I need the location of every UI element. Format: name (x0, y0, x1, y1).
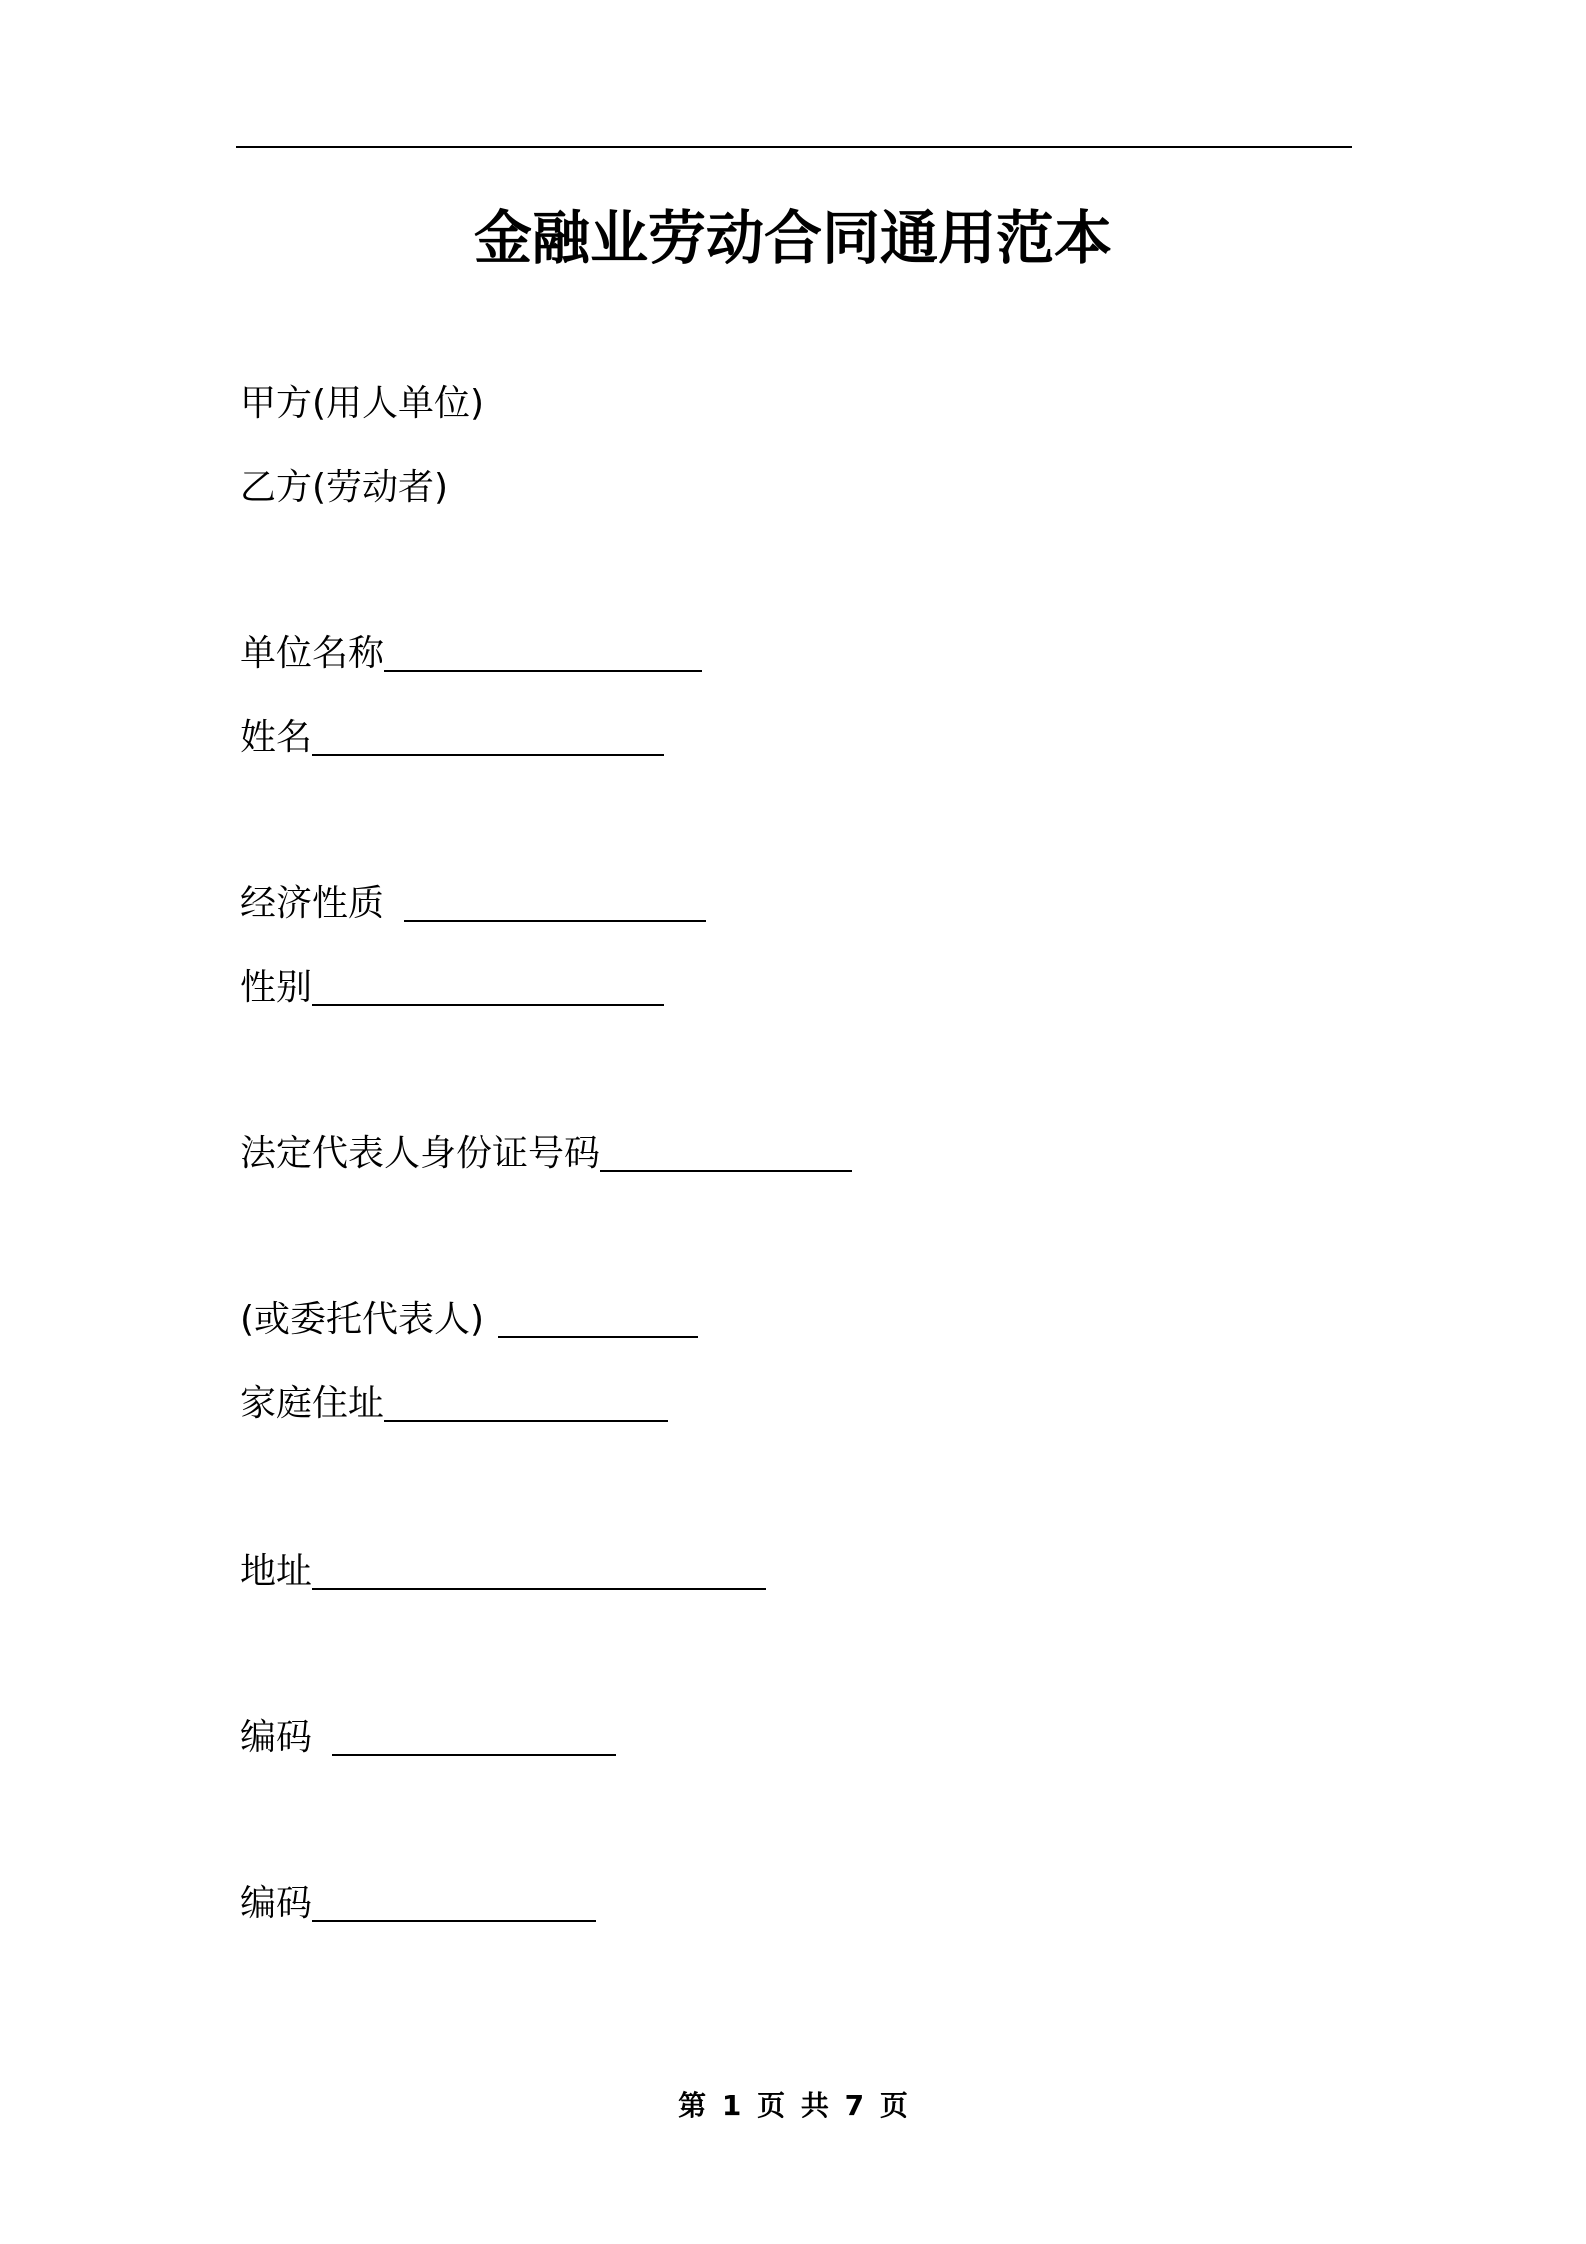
postal-code-label-1: 编码 (240, 1717, 313, 1758)
postal-code-field-1 (240, 1712, 616, 1762)
legal-rep-id-label: 法定代表人身份证号码 (240, 1133, 601, 1174)
economic-nature-label: 经济性质 (240, 883, 385, 924)
address-field (240, 1546, 766, 1596)
party-a-label: 甲方(用人单位) (240, 383, 485, 424)
legal-rep-id-blank[interactable] (600, 1170, 852, 1172)
home-address-field (240, 1378, 668, 1428)
name-label: 姓名 (240, 717, 313, 758)
home-address-blank[interactable] (384, 1420, 668, 1422)
unit-name-field (240, 628, 702, 678)
gender-blank[interactable] (312, 1004, 664, 1006)
address-label: 地址 (240, 1551, 313, 1592)
delegate-blank[interactable] (498, 1336, 698, 1338)
postal-code-blank-1[interactable] (332, 1754, 616, 1756)
postal-code-label-2: 编码 (240, 1883, 313, 1924)
delegate-field (240, 1294, 698, 1344)
unit-name-blank[interactable] (384, 670, 702, 672)
delegate-label: (或委托代表人) (240, 1299, 485, 1340)
gender-field (240, 962, 664, 1012)
name-blank[interactable] (312, 754, 664, 756)
economic-nature-field (240, 878, 706, 928)
name-field (240, 712, 664, 762)
unit-name-label: 单位名称 (240, 633, 385, 674)
party-b-label: 乙方(劳动者) (240, 467, 449, 508)
economic-nature-blank[interactable] (404, 920, 706, 922)
postal-code-field-2 (240, 1878, 596, 1928)
document-title: 金融业劳动合同通用范本 (473, 204, 1112, 272)
legal-rep-id-field (240, 1128, 852, 1178)
home-address-label: 家庭住址 (240, 1383, 385, 1424)
party-b-line (240, 462, 448, 512)
page-number: 第 1 页 共 7 页 (678, 2089, 908, 2122)
address-blank[interactable] (312, 1588, 766, 1590)
header-rule (236, 146, 1352, 148)
party-a-line (240, 378, 484, 428)
postal-code-blank-2[interactable] (312, 1920, 596, 1922)
gender-label: 性别 (240, 967, 313, 1008)
